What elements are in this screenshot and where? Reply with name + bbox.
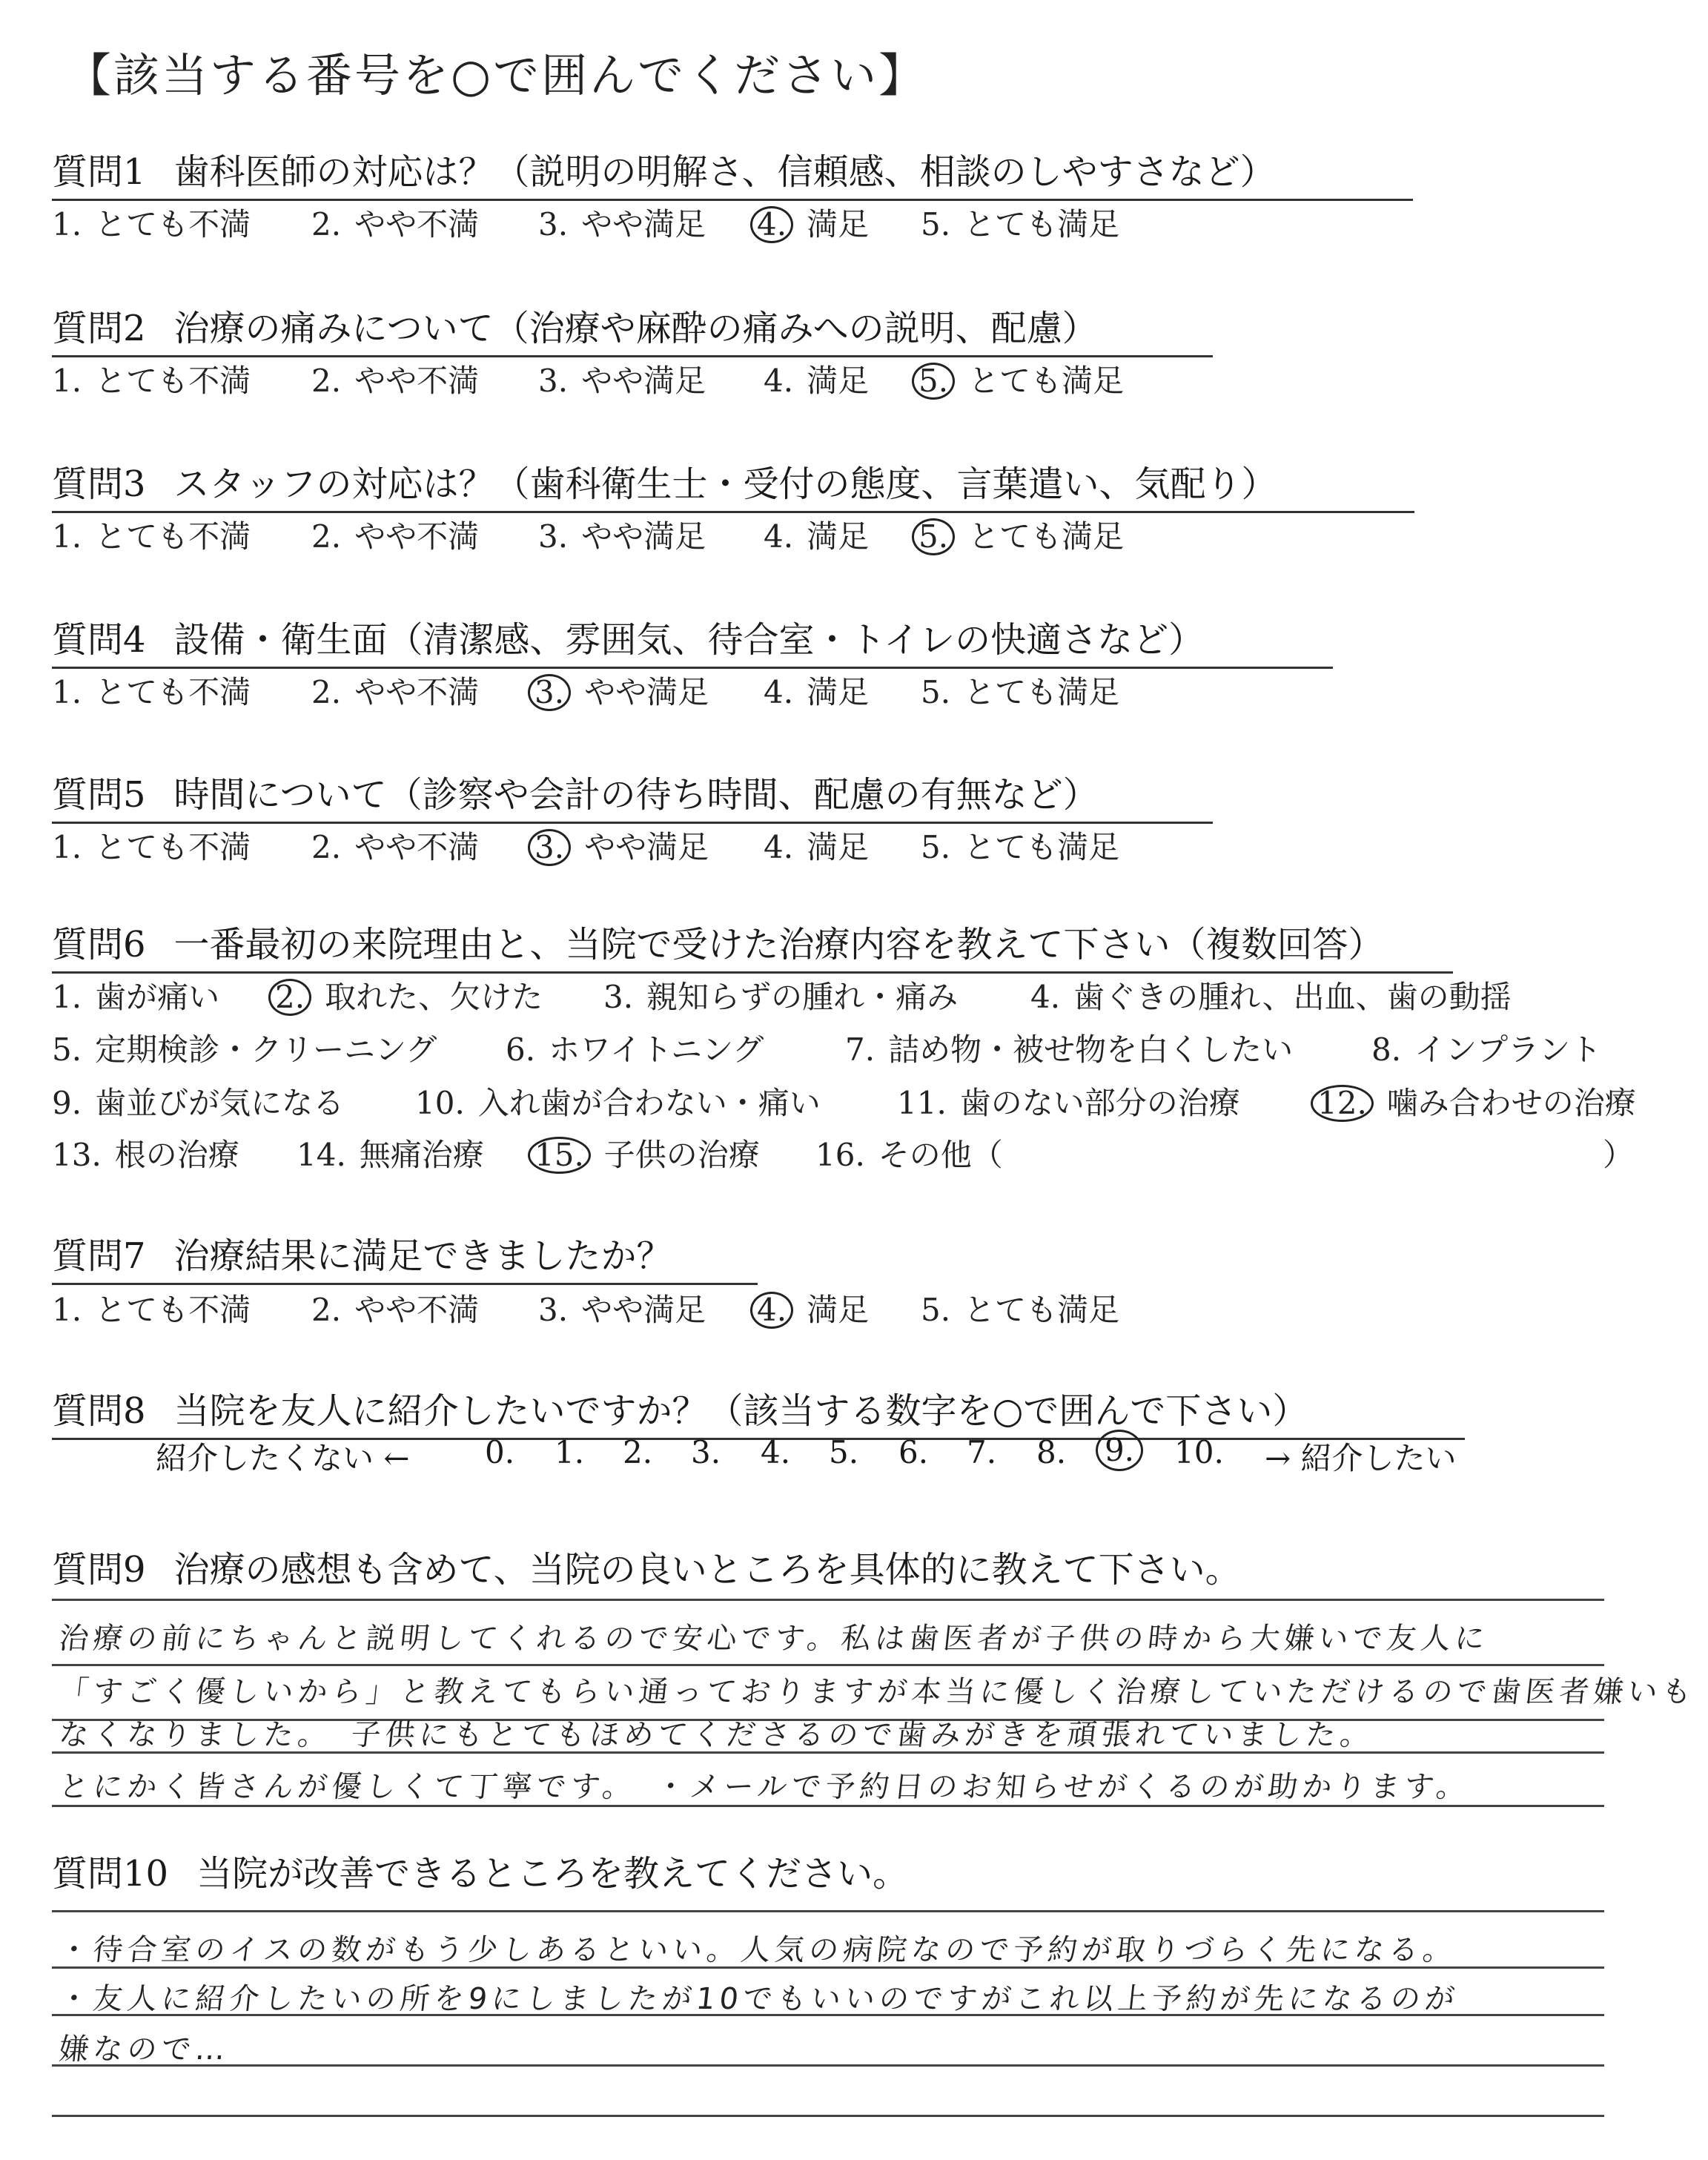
q10-answer-line-2: ・友人に紹介したいの所を9にしましたが10でもいいのですがこれ以上予約が先になるのが	[57, 1982, 1461, 2016]
q8-value-0[interactable]: 0.	[485, 1434, 515, 1470]
q6-option-2-selected[interactable]: 2. 取れた、欠けた	[274, 973, 543, 1017]
q8-right-label: → 紹介したい	[1265, 1440, 1457, 1476]
question-6-text: 一番最初の来院理由と、当院で受けた治療内容を教えて下さい（複数回答）	[173, 924, 1384, 965]
q10-answer-line-1: ・待合室のイスの数がもう少しあるといい。人気の病院なので予約が取りづらく先になる。	[57, 1933, 1459, 1967]
q6-option-16[interactable]: 16. その他（	[815, 1137, 1003, 1173]
q6-option-12-selected[interactable]: 12. 噛み合わせの治療	[1317, 1079, 1636, 1123]
q2-option-4[interactable]: 4. 満足	[764, 363, 870, 399]
q5-option-4[interactable]: 4. 満足	[764, 829, 870, 865]
question-4-text: 設備・衛生面（清潔感、雰囲気、待合室・トイレの快適さなど）	[173, 619, 1205, 661]
q8-left-label: 紹介したくない ←	[156, 1440, 410, 1476]
q10-answer-line-3: 嫌なので…	[57, 2032, 232, 2067]
question-9	[52, 1541, 1241, 1592]
q7-option-1[interactable]: 1. とても不満	[52, 1292, 251, 1328]
q8-value-10[interactable]: 10.	[1174, 1434, 1224, 1470]
q1-option-3[interactable]: 3. やや満足	[538, 206, 706, 242]
question-2	[52, 300, 1213, 357]
q9-answer-line-4: とにかく皆さんが優しくて丁寧です。 ・メールで予約日のお知らせがくるのが助かります。	[57, 1770, 1472, 1804]
question-4-number: 質問4	[52, 619, 146, 661]
q9-line-4	[52, 1751, 1604, 1754]
q4-option-4[interactable]: 4. 満足	[764, 674, 870, 710]
q6-option-13[interactable]: 13. 根の治療	[52, 1137, 239, 1173]
question-1-text: 歯科医師の対応は？（説明の明解さ、信頼感、相談のしやすさなど）	[173, 151, 1276, 193]
question-2-text: 治療の痛みについて（治療や麻酔の痛みへの説明、配慮）	[173, 308, 1098, 349]
question-6-number: 質問6	[52, 924, 146, 965]
q1-option-4-selected[interactable]: 4. 満足	[756, 200, 869, 245]
q9-line-5	[52, 1805, 1604, 1807]
q3-option-2[interactable]: 2. やや不満	[311, 518, 480, 555]
q5-option-3-selected[interactable]: 3. やや満足	[534, 823, 709, 868]
q8-value-1[interactable]: 1.	[555, 1434, 585, 1470]
q8-value-8[interactable]: 8.	[1036, 1434, 1067, 1470]
q8-value-2[interactable]: 2.	[623, 1434, 653, 1470]
q6-option-10[interactable]: 10. 入れ歯が合わない・痛い	[415, 1085, 821, 1121]
q6-option-5[interactable]: 5. 定期検診・クリーニング	[52, 1031, 437, 1068]
question-5	[52, 766, 1213, 824]
q6-option-15-selected[interactable]: 15. 子供の治療	[534, 1131, 760, 1175]
q6-option-8[interactable]: 8. インプラント	[1371, 1031, 1602, 1068]
question-7-text: 治療結果に満足できましたか？	[173, 1235, 672, 1277]
q1-option-5[interactable]: 5. とても満足	[921, 206, 1120, 242]
q6-option-9[interactable]: 9. 歯並びが気になる	[52, 1085, 345, 1121]
q6-option-4[interactable]: 4. 歯ぐきの腫れ、出血、歯の動揺	[1030, 979, 1512, 1015]
q2-option-3[interactable]: 3. やや満足	[538, 363, 706, 399]
q9-answer-line-2: 「すごく優しいから」と教えてもらい通っておりますが本当に優しく治療していただけるので歯医者嫌いも	[57, 1675, 1698, 1709]
question-10-number: 質問10	[52, 1853, 169, 1895]
question-7	[52, 1227, 758, 1285]
q9-answer-line-3: なくなりました。 子供にもとてもほめてくださるので歯みがきを頑張れていました。	[57, 1718, 1377, 1752]
q10-line-1	[52, 1910, 1604, 1912]
q6-option-1[interactable]: 1. 歯が痛い	[52, 979, 220, 1015]
question-9-text: 治療の感想も含めて、当院の良いところを具体的に教えて下さい。	[173, 1549, 1241, 1591]
q8-value-6[interactable]: 6.	[898, 1434, 929, 1470]
q4-option-5[interactable]: 5. とても満足	[921, 674, 1120, 710]
q6-option-16-close-paren: ）	[1603, 1137, 1635, 1173]
question-7-number: 質問7	[52, 1235, 146, 1277]
q7-option-2[interactable]: 2. やや不満	[311, 1292, 480, 1328]
q10-line-2	[52, 1966, 1604, 1969]
q2-option-2[interactable]: 2. やや不満	[311, 363, 480, 399]
question-8-text: 当院を友人に紹介したいですか？（該当する数字を○で囲んで下さい）	[173, 1390, 1308, 1432]
q10-line-3	[52, 2014, 1604, 2016]
q7-option-5[interactable]: 5. とても満足	[921, 1292, 1120, 1328]
q4-option-3-selected[interactable]: 3. やや満足	[534, 668, 709, 713]
question-2-number: 質問2	[52, 308, 146, 349]
q7-option-4-selected[interactable]: 4. 満足	[756, 1286, 869, 1330]
q8-value-5[interactable]: 5.	[829, 1434, 859, 1470]
question-3-number: 質問3	[52, 463, 146, 505]
q6-option-3[interactable]: 3. 親知らずの腫れ・痛み	[603, 979, 959, 1015]
question-8	[52, 1382, 1465, 1440]
q10-line-5	[52, 2115, 1604, 2117]
q3-option-3[interactable]: 3. やや満足	[538, 518, 706, 555]
q4-option-1[interactable]: 1. とても不満	[52, 674, 251, 710]
q6-option-7[interactable]: 7. 詰め物・被せ物を白くしたい	[845, 1031, 1294, 1068]
q1-option-1[interactable]: 1. とても不満	[52, 206, 251, 242]
q6-option-11[interactable]: 11. 歯のない部分の治療	[897, 1085, 1240, 1121]
q10-line-4	[52, 2064, 1604, 2067]
form-title: 【該当する番号を○で囲んでください】	[65, 48, 927, 102]
question-1	[52, 143, 1413, 201]
q7-option-3[interactable]: 3. やや満足	[538, 1292, 706, 1328]
question-4	[52, 611, 1333, 669]
q3-option-5-selected[interactable]: 5. とても満足	[918, 512, 1124, 557]
question-5-number: 質問5	[52, 774, 146, 816]
q8-value-7[interactable]: 7.	[967, 1434, 997, 1470]
question-8-number: 質問8	[52, 1390, 146, 1432]
q2-option-1[interactable]: 1. とても不満	[52, 363, 251, 399]
q1-option-2[interactable]: 2. やや不満	[311, 206, 480, 242]
q3-option-1[interactable]: 1. とても不満	[52, 518, 251, 555]
question-10	[52, 1845, 908, 1896]
question-6	[52, 916, 1453, 974]
question-1-number: 質問1	[52, 151, 146, 193]
q5-option-1[interactable]: 1. とても不満	[52, 829, 251, 865]
q5-option-2[interactable]: 2. やや不満	[311, 829, 480, 865]
question-3-text: スタッフの対応は？（歯科衛生士・受付の態度、言葉遣い、気配り）	[173, 463, 1277, 505]
q8-value-3[interactable]: 3.	[691, 1434, 721, 1470]
question-3	[52, 455, 1414, 513]
question-5-text: 時間について（診察や会計の待ち時間、配慮の有無など）	[173, 774, 1099, 816]
q8-value-9-selected[interactable]: 9.	[1096, 1430, 1143, 1471]
q9-line-2	[52, 1664, 1604, 1666]
q9-line-1	[52, 1599, 1604, 1601]
question-9-number: 質問9	[52, 1549, 146, 1591]
q2-option-5-selected[interactable]: 5. とても満足	[918, 357, 1124, 401]
question-10-text: 当院が改善できるところを教えてください。	[196, 1853, 909, 1895]
q6-option-6[interactable]: 6. ホワイトニング	[506, 1031, 764, 1068]
q8-value-4[interactable]: 4.	[761, 1434, 791, 1470]
q9-answer-line-1: 治療の前にちゃんと説明してくれるので安心です。私は歯医者が子供の時から大嫌いで友人に	[57, 1622, 1491, 1656]
q3-option-4[interactable]: 4. 満足	[764, 518, 870, 555]
q6-option-14[interactable]: 14. 無痛治療	[297, 1137, 484, 1173]
q4-option-2[interactable]: 2. やや不満	[311, 674, 480, 710]
q5-option-5[interactable]: 5. とても満足	[921, 829, 1120, 865]
